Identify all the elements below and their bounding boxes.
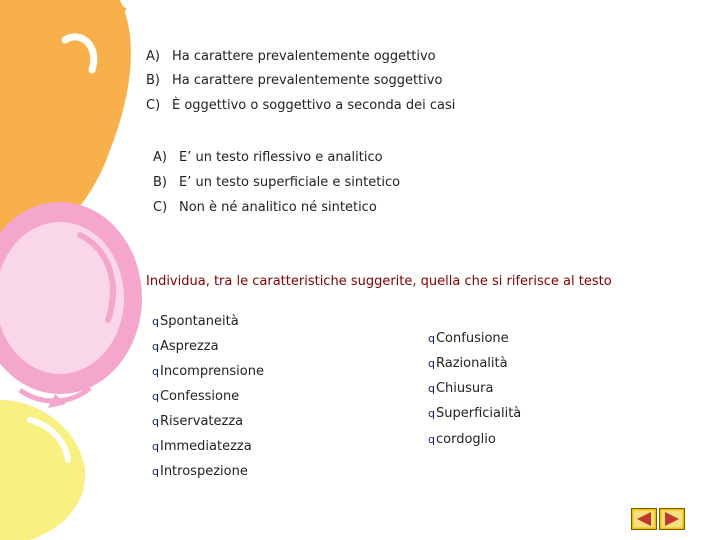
q1-option-c[interactable]: [146, 98, 455, 113]
characteristic-label: Immediatezza: [159, 439, 252, 454]
bullet-marker: q: [428, 332, 435, 345]
bullet-marker: q: [428, 357, 435, 370]
next-slide-button[interactable]: [659, 508, 685, 530]
option-key: C): [153, 200, 168, 215]
characteristic-item[interactable]: [428, 356, 508, 371]
option-key: B): [153, 175, 167, 190]
option-text: È oggettivo o soggettivo a seconda dei casi: [172, 98, 456, 113]
characteristic-item[interactable]: [428, 381, 493, 396]
characteristic-item[interactable]: [152, 314, 239, 329]
characteristic-label: Razionalità: [435, 356, 508, 371]
option-text: E’ un testo superficiale e sintetico: [179, 175, 401, 190]
bullet-marker: q: [152, 465, 159, 478]
bullet-marker: q: [152, 340, 159, 353]
option-key: B): [146, 73, 160, 88]
characteristic-item[interactable]: [152, 439, 252, 454]
bullet-marker: q: [152, 315, 159, 328]
option-key: C): [146, 98, 161, 113]
bullet-marker: q: [152, 365, 159, 378]
characteristic-label: Confessione: [159, 389, 240, 404]
characteristic-label: Asprezza: [159, 339, 219, 354]
option-text: Ha carattere prevalentemente oggettivo: [172, 49, 436, 64]
characteristic-label: Chiusura: [435, 381, 494, 396]
option-text: Non è né analitico né sintetico: [179, 200, 377, 215]
instruction-prompt: Individua, tra le caratteristiche suggerite, quella che si riferisce al testo: [146, 274, 612, 289]
option-text: E’ un testo riflessivo e analitico: [179, 150, 383, 165]
q2-option-c[interactable]: [153, 200, 377, 215]
balloon-yellow: [0, 400, 85, 540]
characteristic-label: Incomprensione: [159, 364, 264, 379]
arrow-left-icon: [632, 509, 657, 530]
characteristic-item[interactable]: [152, 414, 243, 429]
characteristic-label: Superficialità: [435, 406, 522, 421]
characteristic-item[interactable]: [152, 339, 219, 354]
q1-option-b[interactable]: [146, 73, 442, 88]
characteristic-item[interactable]: [428, 406, 521, 421]
characteristic-label: Riservatezza: [159, 414, 244, 429]
q2-option-a[interactable]: [153, 150, 383, 165]
prev-slide-button[interactable]: [631, 508, 657, 530]
bullet-marker: q: [428, 433, 435, 446]
characteristic-item[interactable]: [152, 389, 239, 404]
q2-option-b[interactable]: [153, 175, 400, 190]
arrow-right-icon: [660, 509, 685, 530]
bullet-marker: q: [152, 440, 159, 453]
bullet-marker: q: [152, 415, 159, 428]
q1-option-a[interactable]: [146, 49, 436, 64]
characteristic-label: Confusione: [435, 331, 509, 346]
bullet-marker: q: [428, 407, 435, 420]
balloon-pink: [0, 202, 142, 408]
characteristic-label: cordoglio: [435, 432, 496, 447]
bullet-marker: q: [428, 382, 435, 395]
option-key: A): [153, 150, 167, 165]
characteristic-item[interactable]: [428, 432, 496, 447]
characteristic-label: Introspezione: [159, 464, 248, 479]
characteristic-item[interactable]: [152, 464, 248, 479]
characteristic-label: Spontaneità: [159, 314, 239, 329]
option-text: Ha carattere prevalentemente soggettivo: [172, 73, 443, 88]
bullet-marker: q: [152, 390, 159, 403]
characteristic-item[interactable]: [152, 364, 264, 379]
characteristic-item[interactable]: [428, 331, 509, 346]
option-key: A): [146, 49, 160, 64]
